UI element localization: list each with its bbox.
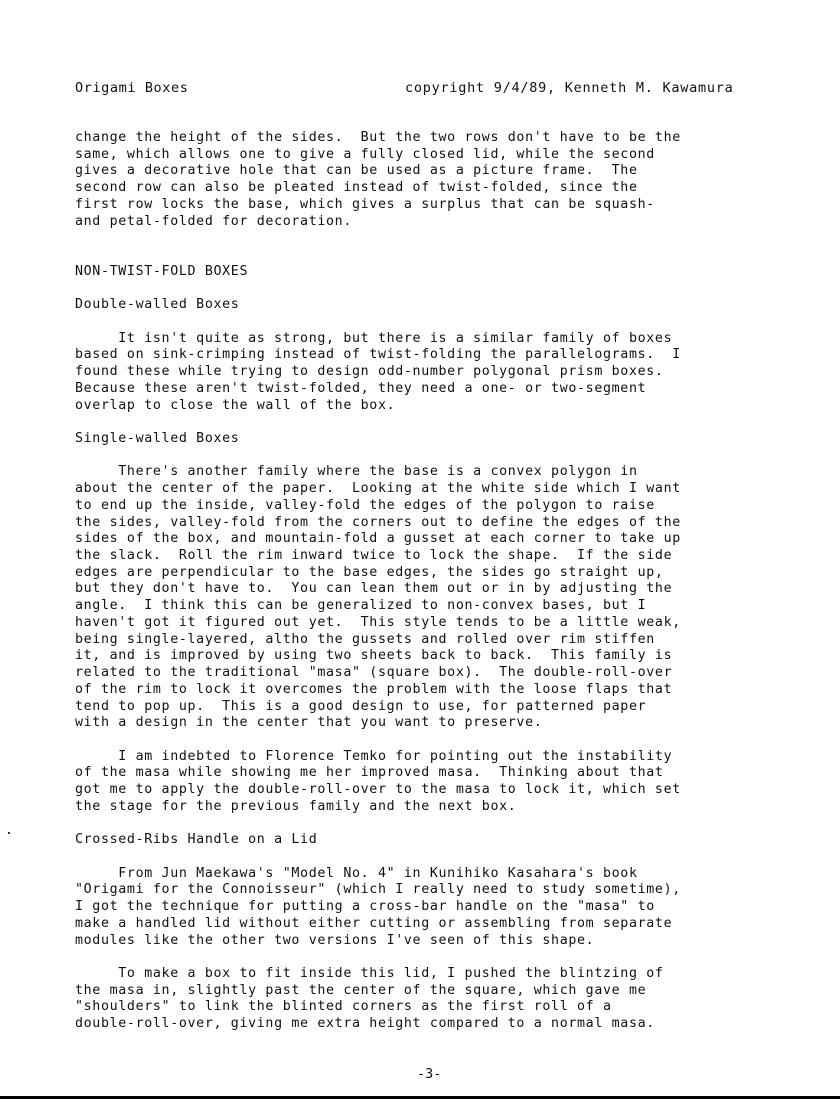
text-line: Because these aren't twist-folded, they need a one- or two-segment [75,380,647,396]
text-line: found these while trying to design odd-number polygonal prism boxes. [75,364,664,380]
text-line: the sides, valley-fold from the corners out to define the edges of the [75,514,681,530]
text-line: gives a decorative hole that can be used as a picture frame. The [75,163,638,179]
text-line: make a handled lid without either cutting or assembling from separate [75,915,673,931]
text-line: related to the traditional "masa" (square box). The double-roll-over [75,665,673,680]
header-title: Origami Boxes [75,80,189,96]
text-line: overlap to close the wall of the box. [75,397,396,413]
text-line: with a design in the center that you want to preserve. [75,715,543,731]
text-line: "Origami for the Connoisseur" (which I really need to study sometime), [75,882,681,898]
text-line: to end up the inside, valley-fold the edges of the polygon to raise [75,497,655,513]
text-line: Single-walled Boxes [75,431,240,446]
page-number: -3- [417,1066,442,1082]
text-line: same, which allows one to give a fully closed lid, while the second [75,146,655,162]
text-line: haven't got it figured out yet. This style tends to be a little weak, [75,614,681,630]
text-line: There's another family where the base is a convex polygon in [75,464,638,480]
text-line: first row locks the base, which gives a surplus that can be squash- [75,196,655,212]
bottom-rule [0,1096,840,1099]
text-line: based on sink-crimping instead of twist-folding the parallelograms. I [75,347,681,363]
text-line: the stage for the previous family and the next box. [75,798,517,814]
text-line: got me to apply the double-roll-over to the masa to lock it, which set [75,782,681,798]
header-copyright: copyright 9/4/89, Kenneth M. Kawamura [405,80,734,96]
text-line: edges are perpendicular to the base edges, the sides go straight up, [75,564,664,580]
text-line: the masa in, slightly past the center of the square, which gave me [75,982,647,998]
text-line: double-roll-over, giving me extra height compared to a normal masa. [75,1016,655,1032]
text-line: I am indebted to Florence Temko for pointing out the instability [75,748,673,764]
scan-speck [8,832,10,834]
text-line: change the height of the sides. But the two rows don't have to be the [75,130,681,145]
text-line: From Jun Maekawa's "Model No. 4" in Kunihiko Kasahara's book [75,865,638,881]
text-line: NON-TWIST-FOLD BOXES [75,263,249,279]
text-line: angle. I think this can be generalized to non-convex bases, but I [75,598,647,614]
text-line: being single-layered, altho the gussets and rolled over rim stiffen [75,631,655,647]
text-line: but they don't have to. You can lean them out or in by adjusting the [75,581,673,597]
text-line: modules like the other two versions I've seen of this shape. [75,932,595,948]
text-line: it, and is improved by using two sheets back to back. This family is [75,648,673,664]
text-line: sides of the box, and mountain-fold a gusset at each corner to take up [75,531,681,547]
text-line: I got the technique for putting a cross-bar handle on the "masa" to [75,899,655,915]
text-line: It isn't quite as strong, but there is a similar family of boxes [75,330,673,346]
text-line: second row can also be pleated instead of twist-folded, since the [75,180,638,196]
text-line: To make a box to fit inside this lid, I pushed the blintzing of [75,966,664,981]
text-line: of the masa while showing me her improved masa. Thinking about that [75,765,664,781]
text-line: "shoulders" to link the blinted corners as the first roll of a [75,999,612,1015]
text-line: of the rim to lock it overcomes the problem with the loose flaps that [75,681,673,697]
text-line: about the center of the paper. Looking at the white side which I want [75,481,681,497]
text-line: the slack. Roll the rim inward twice to lock the shape. If the side [75,548,673,563]
text-line: and petal-folded for decoration. [75,213,352,229]
text-line: tend to pop up. This is a good design to use, for patterned paper [75,698,647,714]
text-line: Crossed-Ribs Handle on a Lid [75,832,318,848]
text-line: Double-walled Boxes [75,297,240,313]
